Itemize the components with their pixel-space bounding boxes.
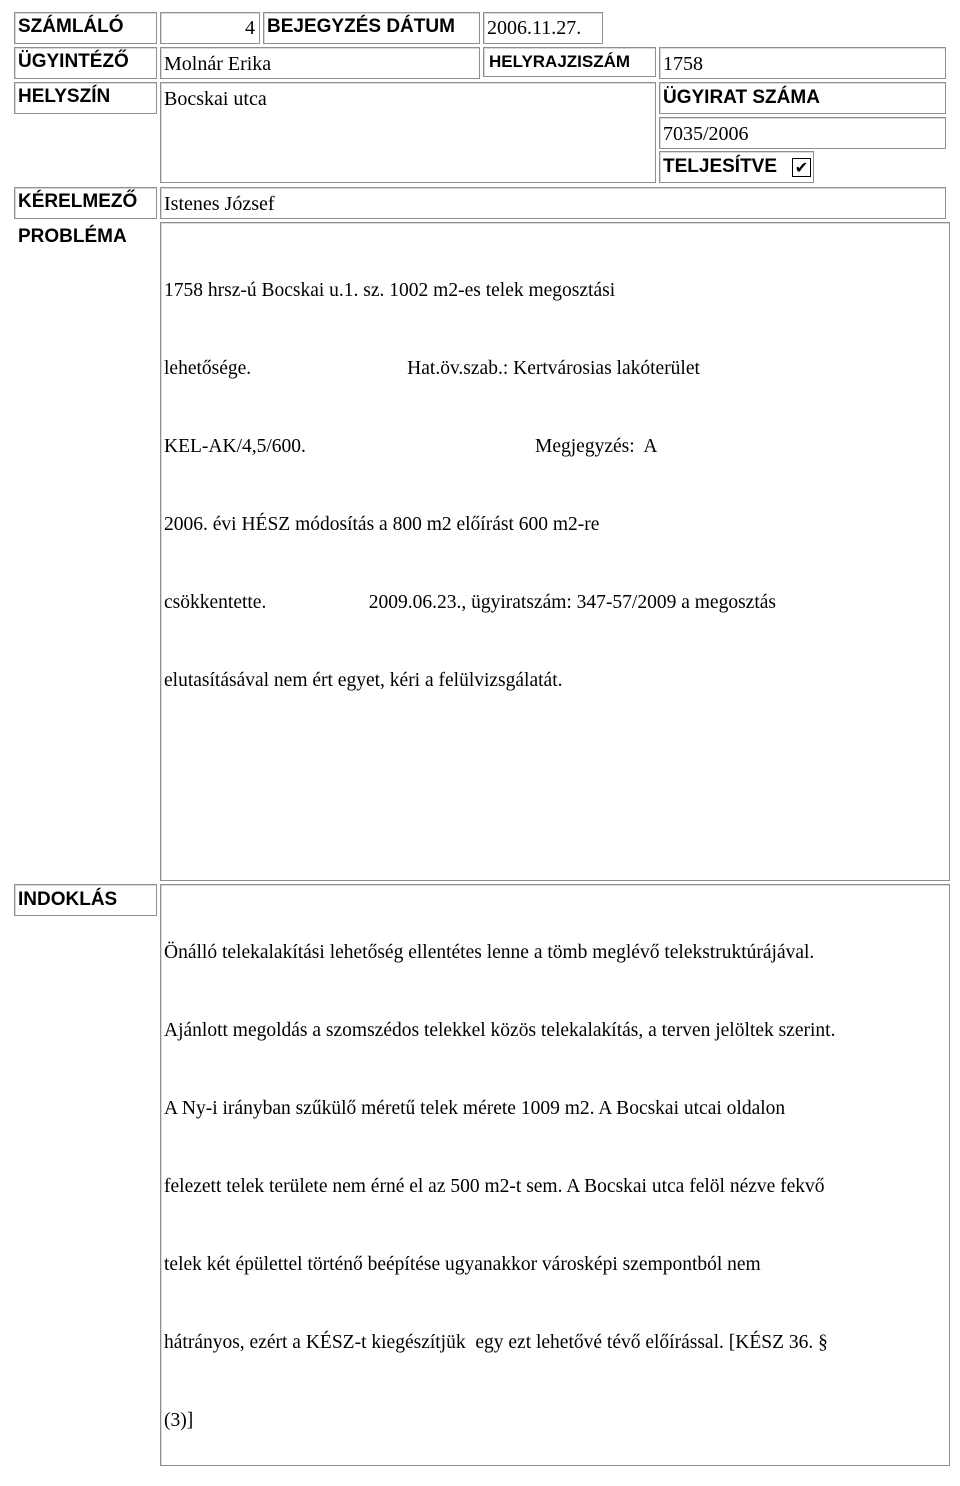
indoklas-field: [160, 884, 950, 1466]
helyrajzi-field: [659, 47, 946, 79]
kerelmezo-label: KÉRELMEZŐ: [18, 191, 138, 212]
ugyintezo-field: [160, 47, 480, 79]
teljesitve-label: TELJESÍTVE: [663, 156, 778, 177]
indoklas-line: Önálló telekalakítási lehetőség ellentétes lenne a tömb meglévő telekstruktúrájával.: [164, 942, 815, 963]
indoklas-label: INDOKLÁS: [18, 889, 118, 910]
kerelmezo-field: [160, 187, 946, 219]
problema-line: elutasításával nem ért egyet, kéri a felülvizsgálatát.: [164, 670, 563, 691]
bejegyzes-label: BEJEGYZÉS DÁTUM: [267, 16, 455, 37]
helyszin-label: HELYSZÍN: [18, 86, 111, 107]
problema-field: [160, 222, 950, 881]
helyszin-label-box: [14, 82, 157, 114]
szamlalo-field: [160, 12, 260, 44]
indoklas-line: Ajánlott megoldás a szomszédos telekkel közös telekalakítás, a terven jelöltek szerint.: [164, 1020, 836, 1041]
ugyirat-label: ÜGYIRAT SZÁMA: [663, 87, 820, 108]
problema-line: 1758 hrsz-ú Bocskai u.1. sz. 1002 m2-es telek megosztási: [164, 280, 616, 301]
helyrajzi-label-box: [483, 47, 656, 77]
helyszin-field: [160, 82, 656, 183]
helyrajzi-value: 1758: [663, 53, 703, 75]
ugyirat-value: 7035/2006: [663, 123, 749, 145]
szamlalo-label-box: [14, 12, 157, 44]
bejegyzes-label-box: [263, 12, 480, 44]
ugyintezo-label: ÜGYINTÉZŐ: [18, 51, 129, 72]
problema-text: [164, 226, 776, 746]
indoklas-line: felezett telek területe nem érné el az 500 m2-t sem. A Bocskai utca felöl nézve fekvő: [164, 1176, 825, 1197]
problema-label: PROBLÉMA: [18, 226, 127, 247]
szamlalo-label: SZÁMLÁLÓ: [18, 16, 124, 37]
szamlalo-value: 4: [245, 17, 255, 39]
problema-line: KEL-AK/4,5/600. Megjegyzés: A: [164, 436, 658, 457]
helyszin-value: Bocskai utca: [164, 88, 267, 110]
teljesitve-checkbox[interactable]: ✔: [792, 158, 811, 177]
problema-line: lehetősége. Hat.öv.szab.: Kertvárosias lakóterület: [164, 358, 700, 379]
indoklas-line: telek két épülettel történő beépítése ugyanakkor városképi szempontból nem: [164, 1254, 761, 1275]
ugyirat-label-box: [659, 82, 946, 114]
problema-line: csökkentette. 2009.06.23., ügyiratszám: 347-57/2009 a megosztás: [164, 592, 776, 613]
ugyintezo-value: Molnár Erika: [164, 53, 272, 75]
bejegyzes-value: 2006.11.27.: [487, 17, 582, 39]
teljesitve-box: [659, 151, 814, 183]
kerelmezo-value: Istenes József: [164, 193, 275, 215]
indoklas-line: A Ny-i irányban szűkülő méretű telek mérete 1009 m2. A Bocskai utcai oldalon: [164, 1098, 786, 1119]
indoklas-line: hátrányos, ezért a KÉSZ-t kiegészítjük egy ezt lehetővé tévő előírással. [KÉSZ 36. §: [164, 1332, 828, 1353]
indoklas-label-box: [14, 884, 157, 916]
indoklas-line: (3)]: [164, 1410, 194, 1431]
problema-line: 2006. évi HÉSZ módosítás a 800 m2 előírást 600 m2-re: [164, 514, 600, 535]
kerelmezo-label-box: [14, 187, 157, 219]
helyrajzi-label: HELYRAJZISZÁM: [489, 52, 631, 71]
indoklas-text: [164, 888, 835, 1486]
ugyintezo-label-box: [14, 47, 157, 79]
bejegyzes-field: [483, 12, 603, 44]
ugyirat-field: [659, 117, 946, 149]
